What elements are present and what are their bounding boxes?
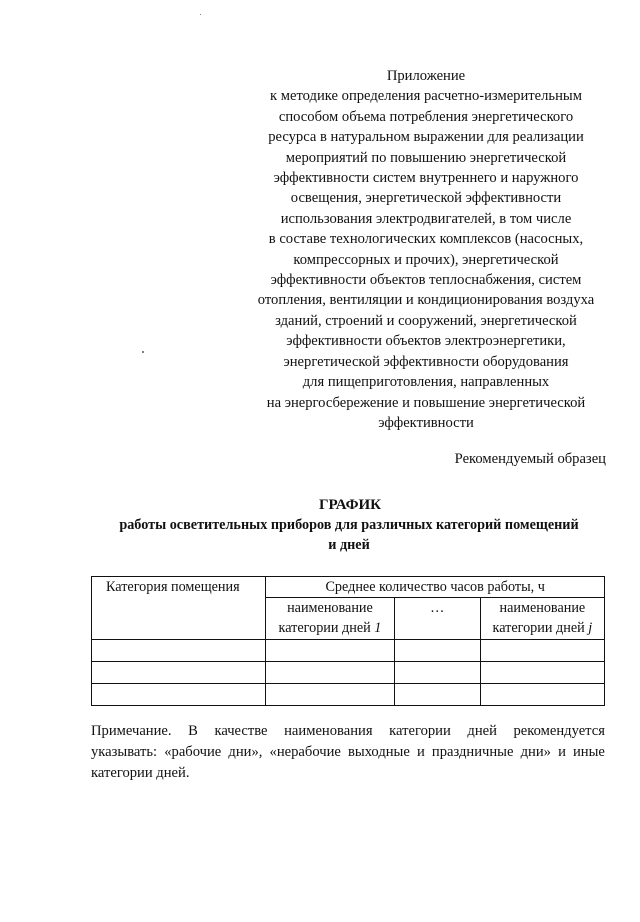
table-row <box>92 684 605 706</box>
appendix-line: эффективности систем внутреннего и наружного <box>273 170 579 187</box>
header-average-hours: Среднее количество часов работы, ч <box>266 577 605 598</box>
appendix-line: к методике определения расчетно-измерительным <box>270 88 582 105</box>
table-row <box>92 662 605 684</box>
appendix-line: компрессорных и прочих), энергетической <box>293 251 559 268</box>
appendix-line: отопления, вентиляции и кондиционирования воздуха <box>257 292 595 309</box>
note-word: «нерабочие <box>269 744 341 760</box>
table-cell <box>480 640 604 662</box>
subtitle-line-2: и дней <box>328 537 370 553</box>
note-word: качестве <box>214 723 268 739</box>
table-cell <box>92 640 266 662</box>
note-line-2 <box>91 742 605 763</box>
table-cell <box>92 662 266 684</box>
note-word: Примечание. <box>91 723 172 739</box>
appendix-header <box>244 66 608 433</box>
appendix-line: мероприятий по повышению энергетической <box>285 149 567 166</box>
note-word: иные <box>573 744 605 760</box>
table-header-row <box>92 577 605 598</box>
subheader-category-1: категории дней 1 <box>278 620 382 636</box>
note-word: В <box>188 723 198 739</box>
category-index: j <box>588 620 593 636</box>
table-cell <box>266 640 394 662</box>
note-word: категории <box>389 723 451 739</box>
table-cell <box>480 662 604 684</box>
footnote <box>91 721 605 784</box>
subheader-day-category-j <box>480 598 604 640</box>
appendix-line: зданий, строений и сооружений, энергетической <box>275 312 577 329</box>
appendix-line: использования электродвигателей, в том числе <box>280 210 572 227</box>
document-title: ГРАФИК <box>318 497 382 513</box>
appendix-line: на энергосбережение и повышение энергетической <box>266 394 586 411</box>
note-word: праздничные <box>431 744 514 760</box>
note-word: дни», <box>228 744 263 760</box>
table-cell <box>266 662 394 684</box>
note-word: и <box>558 744 566 760</box>
subtitle-line-1: работы осветительных приборов для различных категорий помещений <box>119 517 579 533</box>
note-word: рекомендуется <box>513 723 605 739</box>
appendix-line: эффективности объектов электроэнергетики, <box>286 333 566 350</box>
appendix-line: Приложение <box>386 68 466 84</box>
table-cell <box>394 662 480 684</box>
subheader-name-label: наименование <box>287 600 373 616</box>
appendix-line: эффективности <box>378 414 474 431</box>
category-index: 1 <box>374 620 382 636</box>
appendix-line: освещения, энергетической эффективности <box>290 190 562 207</box>
note-word: дни» <box>520 744 551 760</box>
note-word: «рабочие <box>164 744 222 760</box>
note-word: указывать: <box>91 744 158 760</box>
note-word: и <box>416 744 425 760</box>
recommended-sample-label: Рекомендуемый образец <box>454 451 606 467</box>
note-line-1 <box>91 721 605 742</box>
document-subtitle <box>92 515 606 555</box>
subheader-day-category-1 <box>266 598 394 640</box>
table-cell <box>394 640 480 662</box>
table-cell <box>394 684 480 706</box>
subheader-ellipsis: … <box>394 598 480 640</box>
table-row <box>92 640 605 662</box>
note-word: выходные <box>348 744 410 760</box>
appendix-line: в составе технологических комплексов (насосных, <box>268 231 584 248</box>
scan-speck <box>200 14 201 15</box>
appendix-line: для пищеприготовления, направленных <box>302 374 550 391</box>
table-cell <box>480 684 604 706</box>
lighting-schedule-table <box>91 576 605 706</box>
table-cell <box>266 684 394 706</box>
subheader-category-j: категории дней j <box>492 620 593 636</box>
table-cell <box>92 684 266 706</box>
appendix-line: эффективности объектов теплоснабжения, систем <box>270 272 582 289</box>
subheader-name-label: наименование <box>499 600 586 616</box>
scan-speck <box>142 351 144 353</box>
note-word: дней <box>467 723 497 739</box>
note-line-3: категории дней. <box>91 765 190 781</box>
header-room-category: Категория помещения <box>92 577 266 640</box>
note-word: наименования <box>284 723 373 739</box>
appendix-line: способом объема потребления энергетического <box>278 108 574 125</box>
appendix-line: ресурса в натуральном выражении для реализации <box>268 129 584 146</box>
appendix-line: энергетической эффективности оборудования <box>283 353 569 370</box>
